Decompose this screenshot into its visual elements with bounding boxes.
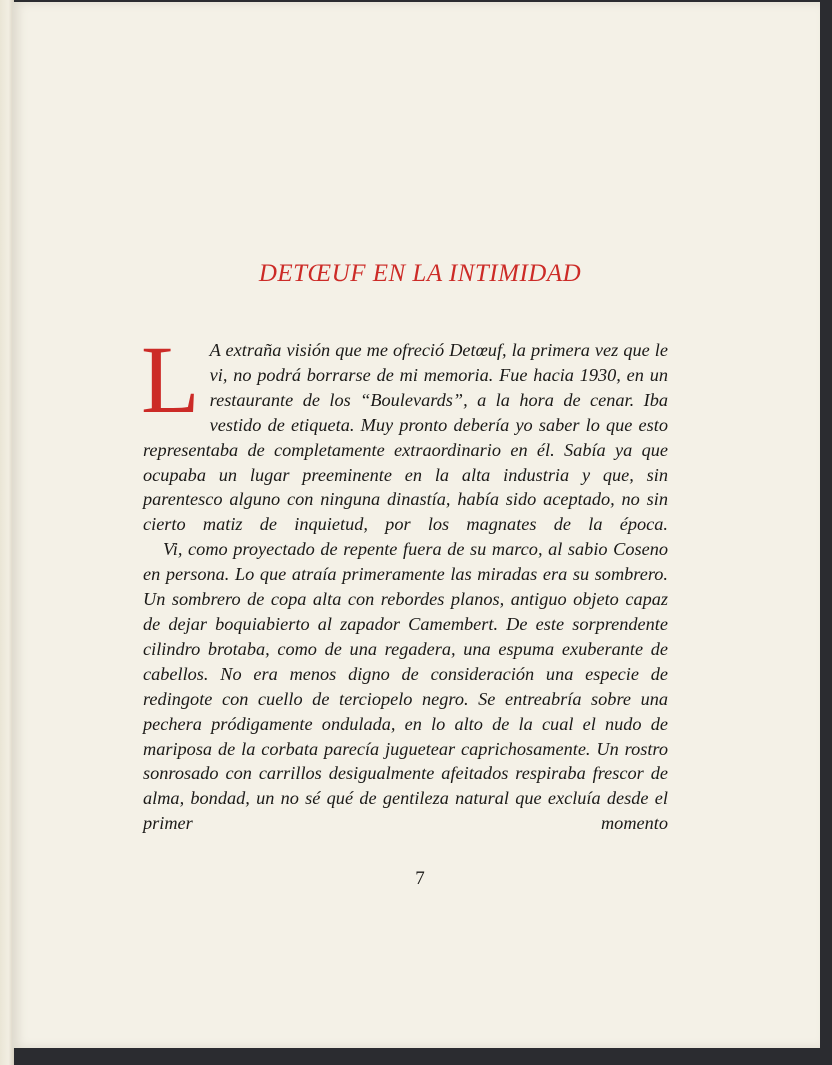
- chapter-title: DETŒUF EN LA INTIMIDAD: [258, 260, 582, 287]
- page-number: 7: [415, 868, 425, 889]
- paragraph-2-text: Vi, como proyectado de repente fuera de su marco, al sabio Coseno en persona. Lo que atraía primeramente las miradas era su sombrero. Un sombrero de copa alta con rebordes planos, antiguo objeto capaz de dejar boquiabierto al zapador Camembert. De este sorprendente cilindro brotaba, como de una regadera, una espuma exuberante de cabellos. No era menos digno de consideración una especie de redingote con cuello de terciopelo negro. Se entreabría sobre una pechera pródigamente ondulada, en lo alto de la cual el nudo de mariposa de la corbata parecía juguetear caprichosamente. Un rostro sonrosado con carrillos desigualmente afeitados respiraba frescor de alma, bondad, un no sé qué de gentileza natural que excluía desde el primer momento: [143, 539, 668, 834]
- paragraph-2: [143, 537, 668, 836]
- paragraph-1: [141, 326, 668, 537]
- body-text: [141, 326, 668, 836]
- paragraph-1-text: A extraña visión que me ofreció Detœuf, la primera vez que le vi, no podrá borrarse de mi memoria. Fue hacia 1930, en un restaurante de los “Boulevards”, a la hora de cenar. Iba vestido de etiqueta. Muy pronto debería yo saber lo que esto representaba de completamente extraordinario en él. Sabía ya que ocupaba un lugar preeminente en la alta industria y que, sin parentesco alguno con ninguna dinastía, había sido aceptado, no sin cierto matiz de inquietud, por los magnates de la época.: [143, 340, 668, 535]
- drop-cap: L: [141, 326, 200, 433]
- book-page: [12, 2, 820, 1048]
